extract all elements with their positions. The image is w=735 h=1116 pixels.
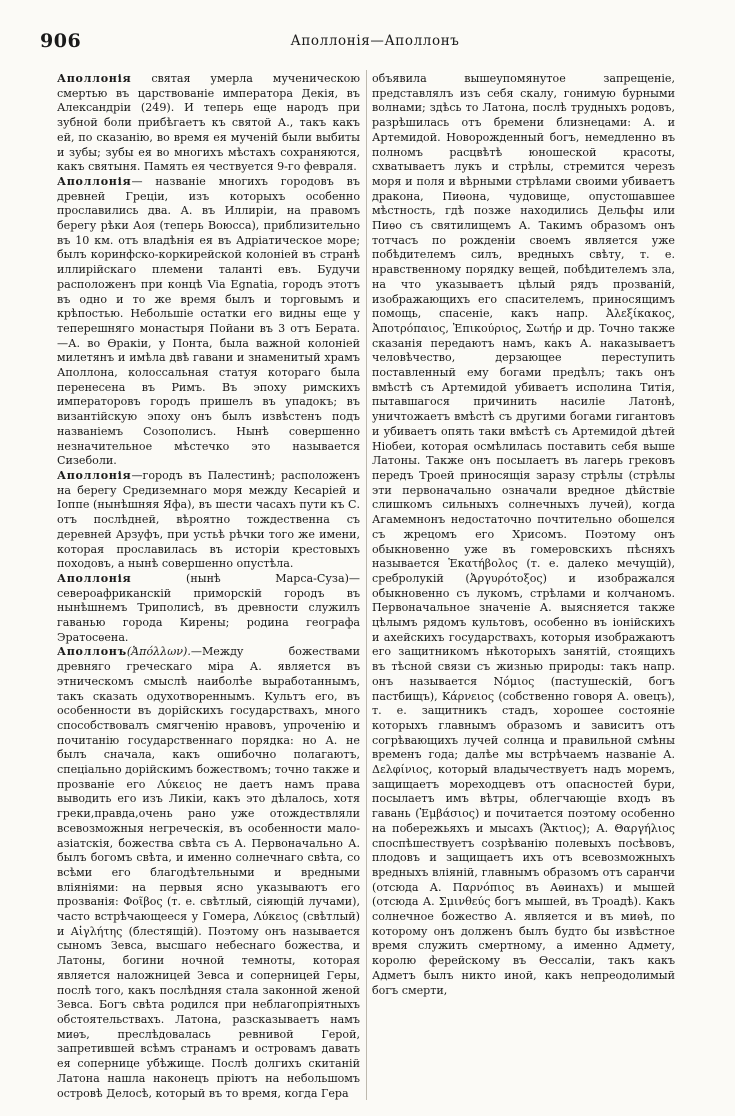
entry-apollo-continued [372,72,675,998]
column-divider [366,70,367,1100]
entry-headword: Аполлонія [57,72,132,85]
entry-text: —Между божествами древняго греческаго міра А. является въ этническомъ смыслѣ наиболѣе выработаннымъ, такъ сказать одухотвореннымъ. Культъ его, въ особенности въ дорійскихъ государствахъ, много способствовалъ смягченію нравовъ, упроченію и почитанію государственнаго порядка: но А. не былъ сначала, какъ ошибочно полагаютъ, спеціально дорійскимъ божествомъ; точно также и прозваніе его Λύκειος не даетъ намъ права выводить его изъ Ликіи, какъ это дѣлалось, хотя греки,правда,очень рано уже отождествляли всевозможныя негреческія, въ особенности мало-азіатскія, божества свѣта съ А. Первоначально А. былъ богомъ свѣта, и именно солнечнаго свѣта, со всѣми его благодѣтельными и вредными вліяніями: на первыя ясно указываютъ его прозванія: Φοῖβος (т. е. свѣтлый, сіяющій лучами), часто встрѣчающееся у Гомера, Λύκειος (свѣтлый) и Αἰγλήτης (блестящій). Поэтому онъ называется сыномъ Зевса, высшаго небеснаго божества, и Латоны, богини ночной темноты, которая является наложницей Зевса и соперницей Геры, послѣ того, какъ послѣдняя стала законной женой Зевса. Богъ свѣта родился при неблагопріятныхъ обстоятельствахъ. Латона, разсказываетъ намъ миѳъ, преслѣдовалась ревнивой Герой, запретившей всѣмъ странамъ и островамъ давать ея сопернице убѣжище. Послѣ долгихъ скитаній Латона нашла наконецъ пріютъ на небольшомъ островѣ Делосѣ, который въ то время, когда Гера [57,645,360,1100]
left-column [57,72,360,1102]
entry-greek-name: (Ἀπόλλων). [126,645,191,659]
entry-text: — названіе многихъ городовъ въ древней Греціи, изъ которыхъ особенно прославились два. А. въ Иллиріи, на правомъ берегу рѣки Аоя (теперь Воюсса), приблизительно въ 10 км. отъ владѣнія ея въ Адріатическое море; былъ коринфско-коркирейской колоніей въ странѣ иллирійскаго племени таланті евъ. Будучи расположенъ при концѣ Via Egnatia, городъ этотъ въ одно и то же время былъ и торговымъ и крѣпостью. Небольшіе остатки его видны еще у теперешняго монастыря Пойани въ 3 отъ Берата.—А. во Ѳракіи, у Понта, была важной колоніей милетянъ и имѣла двѣ гавани и знаменитый храмъ Аполлона, колоссальная статуя котораго была перенесена въ Римъ. Въ эпоху римскихъ императоровъ городъ пришелъ въ упадокъ; въ византійскую эпоху онъ былъ извѣстенъ подъ названіемъ Созополисъ. Нынѣ совершенно незначительное мѣстечко это называется Сизеболи. [57,174,360,468]
page-number: 906 [40,30,82,52]
entry-apollonia-africa [57,572,360,646]
entry-apollonia-saint [57,72,360,175]
entry-apollonia-greece [57,175,360,469]
entry-apollonia-palestine [57,469,360,572]
entry-headword: Аполлонія [57,468,132,482]
entry-text: святая умерла мученическою смертью въ царствованіе императора Декія, въ Александріи (249). И теперь еще народъ при зубной боли прибѣгаетъ къ святой А., такъ какъ ей, по сказанію, во время ея мученій были выбиты и зубы; зубы ея во многихъ мѣстахъ сохраняются, какъ святыня. Память ея чествуется 9-го февраля. [57,72,360,174]
right-column [372,72,675,1102]
page-header [40,30,710,56]
entry-text-continued: объявила вышеупомянутое запрещеніе, представлялъ изъ себя скалу, гонимую бурными волнами; здѣсь то Латона, послѣ трудныхъ родовъ, разрѣшилась отъ бремени близнецами: А. и Артемидой. Новорожденный богъ, немедленно въ полномъ расцвѣтѣ юношеской красоты, схватываетъ лукъ и стрѣлы, стремится черезъ моря и поля и вѣрными стрѣлами своими убиваетъ дракона, Пиѳона, чудовище, опустошавшее мѣстность, гдѣ позже находились Дельфы или Пиѳо съ святилищемъ А. Такимъ образомъ онъ тотчасъ по рожденіи своемъ является уже побѣдителемъ силъ, вредныхъ свѣту, т. е. нравственному порядку вещей, побѣдителемъ зла, на что указываетъ цѣлый рядъ прозваній, изображающихъ его спасителемъ, приносящимъ помощь, спасеніе, какъ напр. Ἀλεξίκακος, Ἀποτρόπαιος, Ἐπικούριος, Σωτήρ и др. Точно также сказанія передаютъ намъ, какъ А. наказываетъ человѣчество, дерзающее переступить поставленный ему богами предѣлъ; такъ онъ вмѣстѣ съ Артемидой убиваетъ исполина Титія, пытавшагося причинить насиліе Латонѣ, уничтожаетъ вмѣстѣ съ другими богами гигантовъ и убиваетъ опять таки вмѣстѣ съ Артемидой дѣтей Ніобеи, которая осмѣлилась поставить себя выше Латоны. Также онъ посылаетъ въ лагерь грековъ передъ Троей приносящія заразу стрѣлы (стрѣлы эти первоначально означали вредное дѣйствіе слишкомъ сильныхъ солнечныхъ лучей), когда Агамемнонъ недостаточно почтительно обошелся съ жрецомъ его Хрисомъ. Поэтому онъ обыкновенно уже въ гомеровскихъ пѣсняхъ называется Ἑκατήβολος (т. е. далеко мечущій), сребролукій (Ἀργυρότοξος) и изображался обыкновенно съ лукомъ, стрѣлами и колчаномъ. Первоначальное значеніе А. выясняется также цѣлымъ рядомъ культовъ, особенно въ іонійскихъ и ахейскихъ государствахъ, которыя изображаютъ его защитникомъ нѣкоторыхъ занятій, стоящихъ въ тѣсной связи съ жизнью природы: такъ напр. онъ называется Νόμιος (пастушескій, богъ пастбищъ), Κάρνειος (собственно говоря А. овецъ), т. е. защитникъ стадъ, хорошее состояніе которыхъ главнымъ образомъ и зависитъ отъ согрѣвающихъ лучей солнца и правильной смѣны временъ года; далѣе мы встрѣчаемъ названіе А. Δελφίνιος, который владычествуетъ надъ моремъ, защищаетъ мореходцевъ отъ опасностей бури, посылаетъ имъ вѣтры, облегчающіе входъ въ гавань (Ἐμβάσιος) и почитается поэтому особенно на побережьяхъ и мысахъ (Ἄκτιος); А. Θαργήλιος споспѣшествуетъ созрѣванію полевыхъ посѣвовъ, плодовъ и защищаетъ ихъ отъ всевозможныхъ вредныхъ вліяній, главнымъ образомъ отъ саранчи (отсюда А. Παρνόπιος въ Аѳинахъ) и мышей (отсюда А. Σμινθεύς богъ мышей, въ Троадѣ). Какъ солнечное божество А. является и въ миѳѣ, по которому онъ долженъ былъ будто бы извѣстное время служить смертному, а именно Адмету, королю ферейскому въ Ѳессаліи, такъ какъ Адметъ былъ никто иной, какъ непреодолимый богъ смерти, [372,72,675,997]
entry-apollo [57,645,360,1101]
entry-headword: Аполлонія [57,174,132,188]
entry-headword: Аполлонъ [57,645,127,659]
entry-text: (нынѣ Марса-Суза)—североафриканскій приморскій городъ въ нынѣшнемъ Триполисѣ, въ древности служилъ гаванью города Кирены; родина географа Эратосѳена. [57,571,360,644]
entry-headword: Аполлонія [57,571,132,585]
running-head: Аполлонія—Аполлонъ [290,33,460,49]
entry-text: —городъ въ Палестинѣ; расположенъ на берегу Средиземнаго моря между Кесаріей и Іоппе (нынѣшняя Яфа), въ шести часахъ пути къ С. отъ послѣдней, вѣроятно тождественна съ деревней Арзуфъ, при устьѣ рѣчки того же имени, которая прославилась въ исторіи крестовыхъ походовъ, а нынѣ совершенно опустѣла. [57,468,360,571]
